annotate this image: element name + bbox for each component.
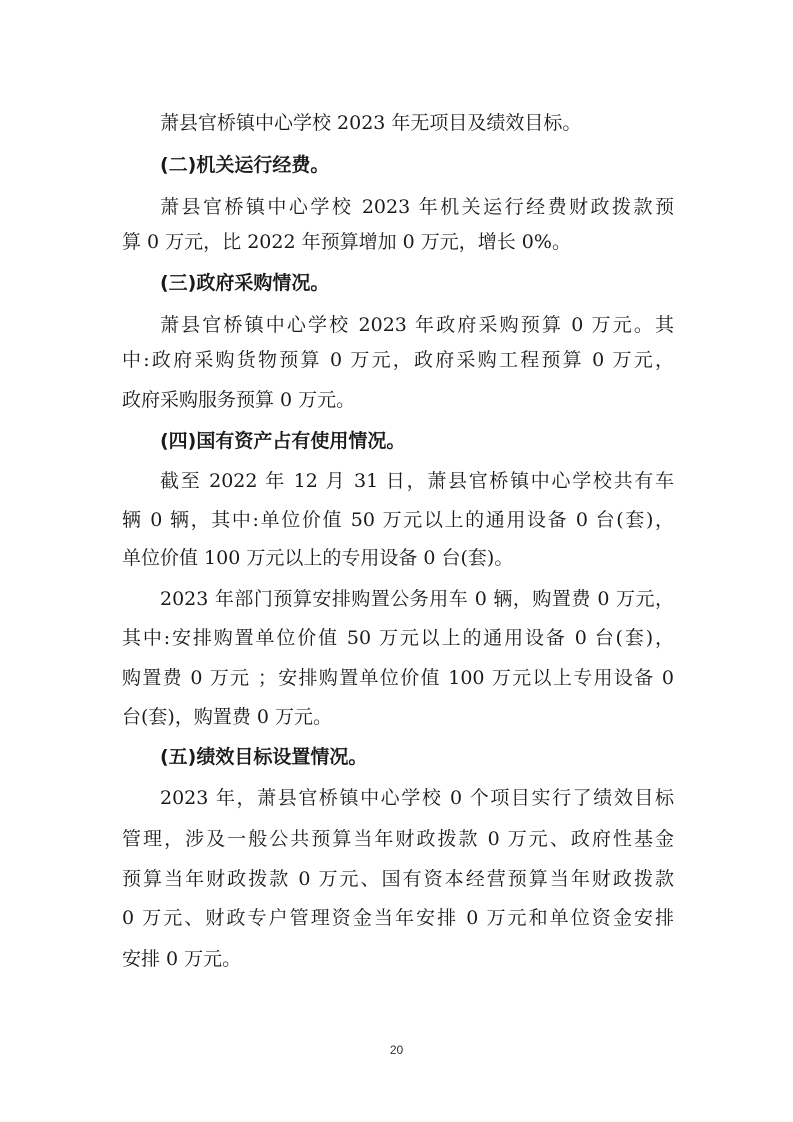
section-heading-operating-funds: (二)机关运行经费。 xyxy=(160,154,330,176)
paragraph-purchase-line-3: 购置费 0 万元 ；安排购置单位价值 100 万元以上专用设备 0 xyxy=(122,667,674,689)
paragraph-performance-line-2: 管理，涉及一般公共预算当年财政拨款 0 万元、政府性基金 xyxy=(122,828,674,850)
paragraph-performance-line-4: 0 万元、财政专户管理资金当年安排 0 万元和单位资金安排 xyxy=(122,907,674,929)
section-heading-state-assets: (四)国有资产占有使用情况。 xyxy=(160,430,406,452)
paragraph-performance-line-1: 2023 年，萧县官桥镇中心学校 0 个项目实行了绩效目标 xyxy=(160,787,674,809)
paragraph-operating-funds-line-1: 萧县官桥镇中心学校 2023 年机关运行经费财政拨款预 xyxy=(160,196,674,218)
paragraph-no-projects: 萧县官桥镇中心学校 2023 年无项目及绩效目标。 xyxy=(160,112,582,134)
paragraph-operating-funds-line-2: 算 0 万元，比 2022 年预算增加 0 万元，增长 0%。 xyxy=(122,231,571,253)
paragraph-purchase-line-4: 台(套)，购置费 0 万元。 xyxy=(122,706,332,728)
paragraph-procurement-line-1: 萧县官桥镇中心学校 2023 年政府采购预算 0 万元。其 xyxy=(160,314,674,336)
paragraph-assets-line-2: 辆 0 辆，其中:单位价值 50 万元以上的通用设备 0 台(套)， xyxy=(122,509,674,531)
paragraph-performance-line-3: 预算当年财政拨款 0 万元、国有资本经营预算当年财政拨款 xyxy=(122,868,674,890)
paragraph-purchase-line-1: 2023 年部门预算安排购置公务用车 0 辆，购置费 0 万元， xyxy=(160,588,674,610)
paragraph-assets-line-1: 截至 2022 年 12 月 31 日，萧县官桥镇中心学校共有车 xyxy=(160,470,674,492)
paragraph-procurement-line-3: 政府采购服务预算 0 万元。 xyxy=(122,389,356,411)
paragraph-purchase-line-2: 其中:安排购置单位价值 50 万元以上的通用设备 0 台(套)， xyxy=(122,627,674,649)
paragraph-performance-line-5: 安排 0 万元。 xyxy=(122,948,242,970)
section-heading-procurement: (三)政府采购情况。 xyxy=(160,272,330,294)
page-number: 20 xyxy=(389,1043,404,1057)
section-heading-performance-goals: (五)绩效目标设置情况。 xyxy=(160,746,368,768)
paragraph-procurement-line-2: 中:政府采购货物预算 0 万元，政府采购工程预算 0 万元， xyxy=(122,349,674,371)
paragraph-assets-line-3: 单位价值 100 万元以上的专用设备 0 台(套)。 xyxy=(122,547,514,569)
